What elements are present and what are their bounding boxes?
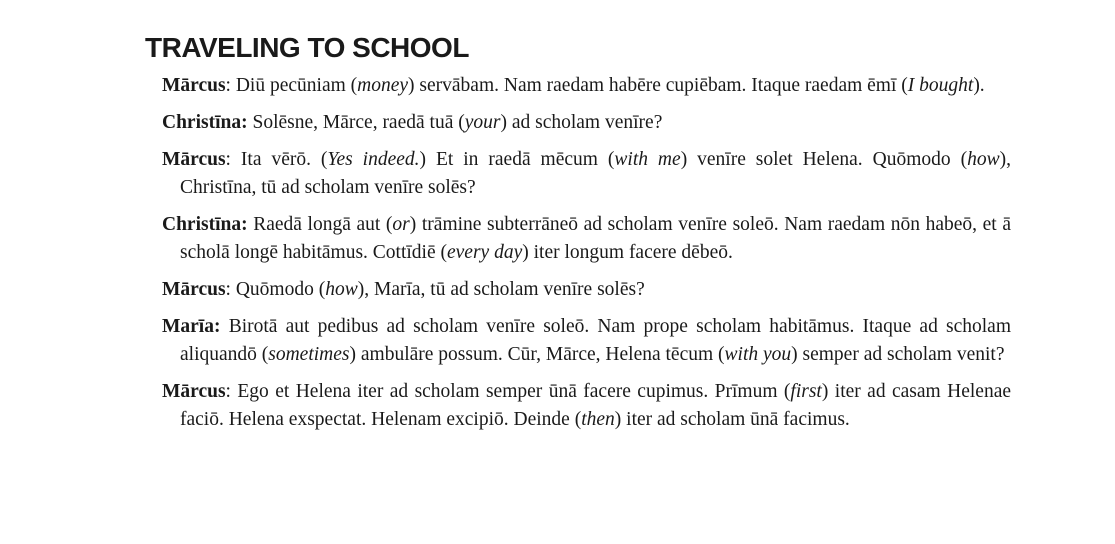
english-gloss: with you	[724, 344, 792, 365]
dialogue-line	[162, 211, 1011, 267]
speaker-name: Mārcus	[162, 75, 226, 96]
speaker-colon: :	[225, 75, 236, 96]
latin-text: ) semper ad scholam venit?	[791, 344, 1005, 365]
latin-text: ) servābam. Nam raedam habēre cupiēbam. Itaque raedam ēmī (	[408, 75, 908, 96]
latin-text: Diū pecūniam (	[235, 75, 358, 96]
latin-text: ).	[973, 75, 985, 96]
english-gloss: with me	[614, 149, 681, 170]
speaker-name: Mārcus	[162, 279, 226, 300]
latin-text: ) Et in raedā mēcum (	[419, 149, 615, 170]
latin-text: Solēsne, Mārce, raedā tuā (	[252, 112, 465, 133]
dialogue	[145, 72, 1011, 434]
english-gloss: how	[967, 149, 1000, 170]
speaker-colon: :	[241, 214, 254, 235]
dialogue-line	[162, 276, 1011, 304]
page-title: TRAVELING TO SCHOOL	[145, 32, 469, 63]
dialogue-line	[162, 72, 1011, 100]
english-gloss: I bought	[907, 75, 974, 96]
latin-text: ) iter ad casam Helenae faciō. Helena exspectat. Helenam excipiō. Deinde (	[180, 381, 1012, 430]
speaker-colon: :	[213, 316, 229, 337]
speaker-name: Mārcus	[162, 381, 226, 402]
latin-text: Ita vērō. (	[240, 149, 328, 170]
latin-text: Ego et Helena iter ad scholam semper ūnā facere cupimus. Prīmum (	[237, 381, 791, 402]
english-gloss: or	[392, 214, 410, 235]
english-gloss: money	[357, 75, 409, 96]
speaker-colon: :	[225, 381, 238, 402]
speaker-colon: :	[225, 149, 241, 170]
speaker-name: Marīa	[162, 316, 214, 337]
dialogue-line	[162, 378, 1011, 434]
speaker-colon: :	[241, 112, 253, 133]
page	[145, 30, 1011, 443]
speaker-name: Christīna	[162, 112, 242, 133]
english-gloss: Yes indeed.	[327, 149, 420, 170]
dialogue-line	[162, 109, 1011, 137]
english-gloss: sometimes	[268, 344, 350, 365]
speaker-name: Mārcus	[162, 149, 226, 170]
speaker-name: Christīna	[162, 214, 242, 235]
latin-text: ), Marīa, tū ad scholam venīre solēs?	[357, 279, 645, 300]
latin-text: ) ambulāre possum. Cūr, Mārce, Helena tēcum (	[349, 344, 725, 365]
latin-text: ) trāmine subterrāneō ad scholam venīre soleō. Nam raedam nōn habeō, et ā scholā longē habitāmus. Cottīdiē (	[180, 214, 1011, 263]
latin-text: ) ad scholam venīre?	[500, 112, 663, 133]
latin-text: Birotā aut pedibus ad scholam venīre soleō. Nam prope scholam habitāmus. Itaque ad scholam aliquandō (	[180, 316, 1012, 365]
dialogue-line	[162, 313, 1011, 369]
dialogue-line	[162, 146, 1011, 202]
latin-text: ) iter longum facere dēbeō.	[522, 242, 733, 263]
english-gloss: every day	[447, 242, 523, 263]
latin-text: Raedā longā aut (	[253, 214, 393, 235]
latin-text: ) iter ad scholam ūnā facimus.	[614, 409, 850, 430]
english-gloss: first	[790, 381, 822, 402]
latin-text: ) venīre solet Helena. Quōmodo (	[680, 149, 968, 170]
english-gloss: how	[325, 279, 358, 300]
latin-text: ), Christīna, tū ad scholam venīre solēs?	[180, 149, 1011, 198]
english-gloss: your	[464, 112, 501, 133]
speaker-colon: :	[225, 279, 236, 300]
latin-text: Quōmodo (	[235, 279, 326, 300]
english-gloss: then	[581, 409, 615, 430]
